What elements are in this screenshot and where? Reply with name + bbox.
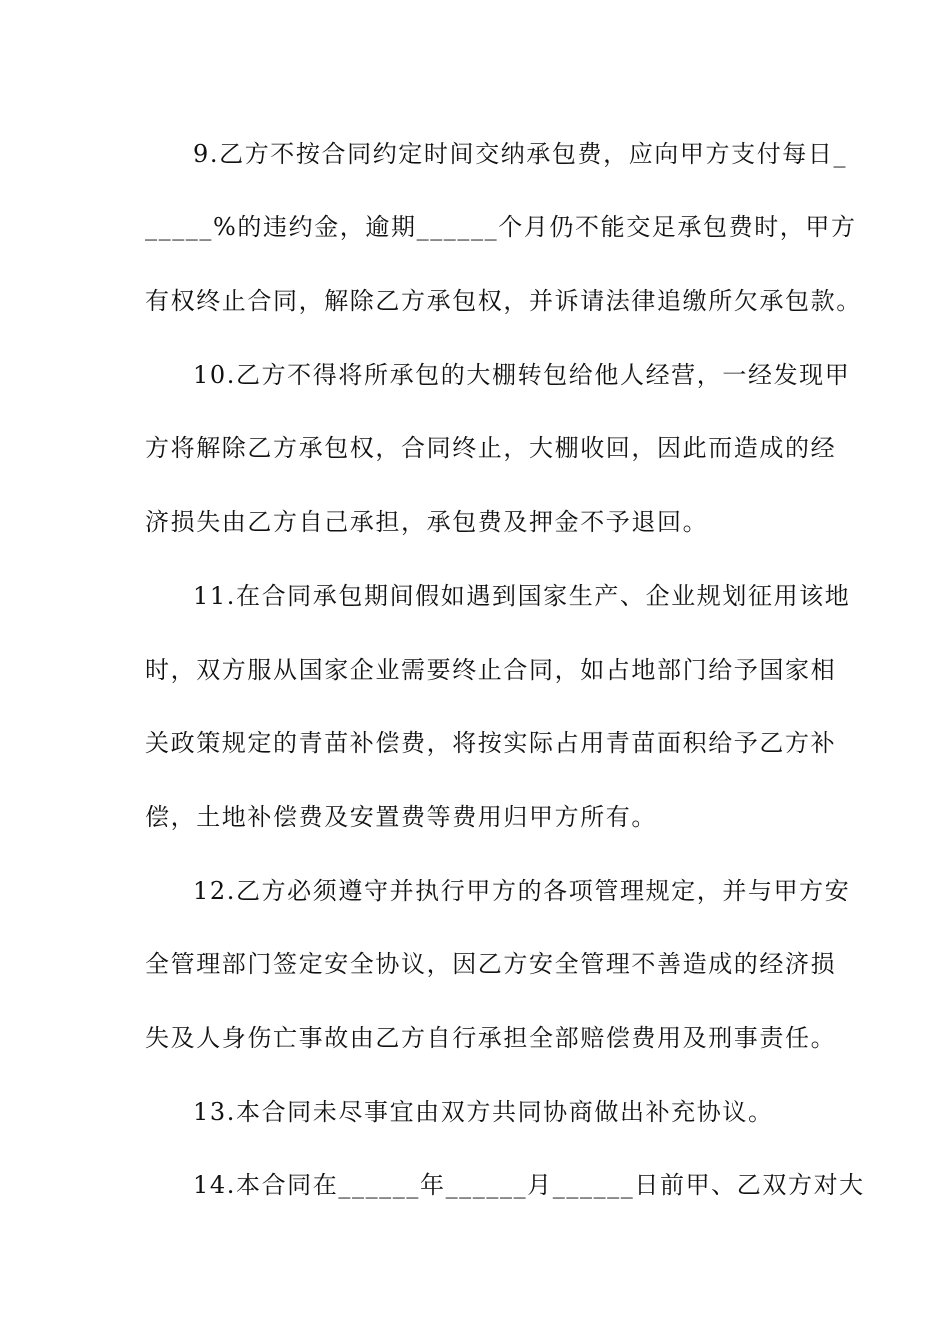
clause-9-line-3: 有权终止合同，解除乙方承包权，并诉请法律追缴所欠承包款。: [145, 287, 862, 315]
clause-11-line-4: 偿，土地补偿费及安置费等费用归甲方所有。: [145, 803, 657, 831]
clause-11-line-1: 11.在合同承包期间假如遇到国家生产、企业规划征用该地: [193, 582, 851, 610]
clause-13-line-1: 13.本合同未尽事宜由双方共同协商做出补充协议。: [193, 1098, 774, 1126]
clause-11-line-2: 时，双方服从国家企业需要终止合同，如占地部门给予国家相: [145, 656, 837, 684]
clause-9-line-2: _____%的违约金，逾期______个月仍不能交足承包费时，甲方: [145, 213, 857, 241]
clause-10-line-1: 10.乙方不得将所承包的大棚转包给他人经营，一经发现甲: [193, 361, 851, 389]
clause-12-line-1: 12.乙方必须遵守并执行甲方的各项管理规定，并与甲方安: [193, 877, 851, 905]
clause-14-line-1: 14.本合同在______年______月______日前甲、乙双方对大: [193, 1171, 865, 1199]
clause-10-line-3: 济损失由乙方自己承担，承包费及押金不予退回。: [145, 508, 709, 536]
clause-10-line-2: 方将解除乙方承包权，合同终止，大棚收回，因此而造成的经: [145, 434, 837, 462]
clause-11-line-3: 关政策规定的青苗补偿费，将按实际占用青苗面积给予乙方补: [145, 729, 837, 757]
clause-12-line-3: 失及人身伤亡事故由乙方自行承担全部赔偿费用及刑事责任。: [145, 1024, 837, 1052]
clause-9-line-1: 9.乙方不按合同约定时间交纳承包费，应向甲方支付每日_: [193, 140, 848, 168]
clause-12-line-2: 全管理部门签定安全协议，因乙方安全管理不善造成的经济损: [145, 950, 837, 978]
